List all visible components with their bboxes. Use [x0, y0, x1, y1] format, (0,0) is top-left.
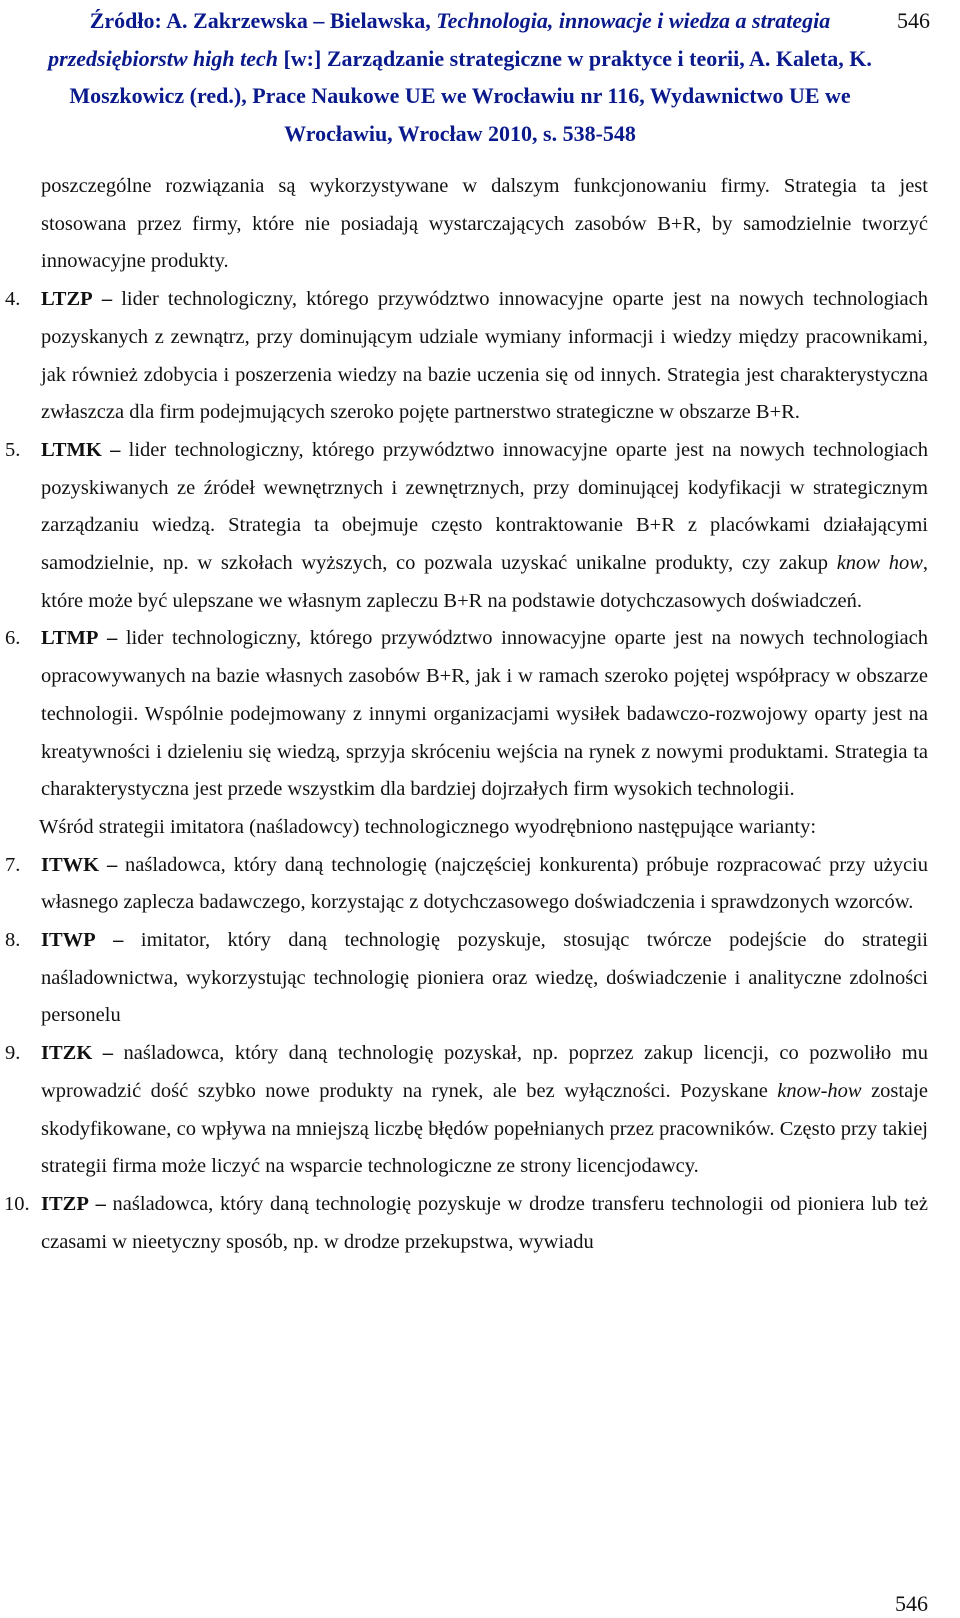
- strategy-code: LTZP: [41, 288, 93, 311]
- list-item-9: [5, 1035, 928, 1186]
- item-text: lider technologiczny, którego przywództwo innowacyjne oparte jest na nowych technologiach opracowywanych na bazie własnych zasobów B+R, jak i w ramach szeroko pojętej współpracy w obszarze technologii. Wspólnie podejmowany z innymi organizacjami wysiłek badawczo-rozwojowy oparty jest na kreatywności i dzieleniu się wiedzą, sprzyja skróceniu wejścia na rynek z nowymi produktami. Strategia ta charakterystyczna jest przede wszystkim dla bardziej dojrzałych firm wysokich technologii.: [41, 627, 928, 801]
- dash: –: [113, 929, 124, 952]
- strategy-code: LTMP: [41, 627, 99, 650]
- list-number: 8.: [5, 929, 21, 952]
- page-number-top: 546: [897, 8, 930, 33]
- item-italic-term: know-how: [777, 1079, 862, 1102]
- document-body: [0, 168, 960, 1261]
- list-number: 9.: [5, 1042, 21, 1065]
- dash: –: [106, 853, 118, 876]
- list-item-10: [4, 1186, 929, 1261]
- item-text: lider technologiczny, którego przywództwo innowacyjne oparte jest na nowych technologiach pozyskanych z zewnątrz, przy dominującym udziale wymiany informacji i wiedzy między pracownikami, jak również zdobycia i poszerzenia wiedzy na bazie uczenia się od innych. Strategia jest charakterystyczna zwłaszcza dla firm podejmujących szeroko pojęte partnerstwo strategiczne w obszarze B+R.: [41, 288, 928, 424]
- citation-source-prefix: Źródło: A. Zakrzewska – Bielawska,: [89, 8, 437, 33]
- list-number: 7.: [5, 853, 21, 876]
- list-number: 4.: [5, 288, 21, 311]
- strategy-code: ITZP: [41, 1192, 89, 1215]
- item-text-b: zostaje skodyfikowane, co wpływa na mniejszą liczbę błędów popełnianych przez pracowników. Często przy takiej strategii firma może liczyć na wsparcie technologiczne ze strony licencjodawcy.: [41, 1079, 928, 1178]
- item-text: imitator, który daną technologię pozyskuje, stosując twórcze podejście do strategii naśladownictwa, wykorzystując technologię pioniera oraz wiedzę, doświadczenie i analityczne zdolności personelu: [41, 929, 928, 1027]
- strategy-code: ITWP: [41, 929, 96, 952]
- list-item-8: [5, 922, 928, 1035]
- dash: –: [106, 627, 118, 650]
- item-text-a: naśladowca, który daną technologię pozyskał, np. poprzez zakup licencji, co pozwoliło mu wprowadzić dość szybko nowe produkty na rynek, ale bez wyłączności. Pozyskane: [41, 1042, 928, 1102]
- strategy-code: ITWK: [41, 853, 100, 876]
- page-number-bottom: 546: [895, 1591, 928, 1616]
- source-citation-header: [30, 2, 890, 152]
- list-item-4: [5, 281, 928, 432]
- citation-editors-series: , A. Kaleta, K. Moszkowicz (red.), Prace Naukowe UE we Wrocławiu nr 116, Wydawnictwo UE we Wrocławiu, Wrocław 2010, s. 538-548: [69, 45, 872, 146]
- item-text: naśladowca, który daną technologię (najczęściej konkurenta) próbuje rozpracować przy użyciu własnego zaplecza badawczego, korzystając z dotychczasowego doświadczenia i sprawdzonych wzorców.: [41, 853, 928, 914]
- dash: –: [102, 1042, 114, 1065]
- item-text-b: , które może być ulepszane we własnym zapleczu B+R na podstawie dotychczasowych doświadczeń.: [41, 552, 928, 612]
- citation-in-marker: [w:]: [277, 45, 327, 71]
- list-number: 10.: [4, 1192, 30, 1215]
- list-number: 5.: [5, 438, 21, 461]
- item-text-a: lider technologiczny, którego przywództwo innowacyjne oparte jest na nowych technologiach pozyskiwanych ze źródeł wewnętrznych i zewnętrznych, przy dominującej kodyfikacji w strategicznym zarządzaniu wiedzą. Strategia ta obejmuje często kontraktowanie B+R z placówkami działającymi samodzielnie, np. w szkołach wyższych, co pozwala uzyskać unikalne produkty, czy zakup: [41, 438, 928, 575]
- strategy-code: LTMK: [41, 438, 102, 461]
- item-text: naśladowca, który daną technologię pozyskuje w drodze transferu technologii od pioniera lub też czasami w nieetyczny sposób, np. w drodze przekupstwa, wywiadu: [41, 1192, 929, 1253]
- dash: –: [95, 1192, 106, 1215]
- dash: –: [110, 438, 121, 461]
- list-item-5: [5, 432, 928, 621]
- list-number: 6.: [5, 627, 21, 650]
- continuation-paragraph: poszczególne rozwiązania są wykorzystywane w dalszym funkcjonowaniu firmy. Strategia ta jest stosowana przez firmy, które nie posiadają wystarczających zasobów B+R, by samodzielnie tworzyć innowacyjne produkty.: [41, 175, 928, 273]
- list-item-6: [5, 620, 928, 809]
- item-italic-term: know how: [836, 552, 923, 575]
- imitator-intro-paragraph: Wśród strategii imitatora (naśladowcy) technologicznego wyodrębniono następujące warianty:: [39, 815, 817, 838]
- strategy-code: ITZK: [41, 1042, 93, 1065]
- citation-book-title: Zarządzanie strategiczne w praktyce i teorii: [326, 45, 740, 71]
- list-item-7: [5, 847, 928, 922]
- citation-article-title: Technologia, innowacje i wiedza a strategia przedsiębiorstw high tech: [48, 8, 831, 71]
- dash: –: [101, 288, 113, 311]
